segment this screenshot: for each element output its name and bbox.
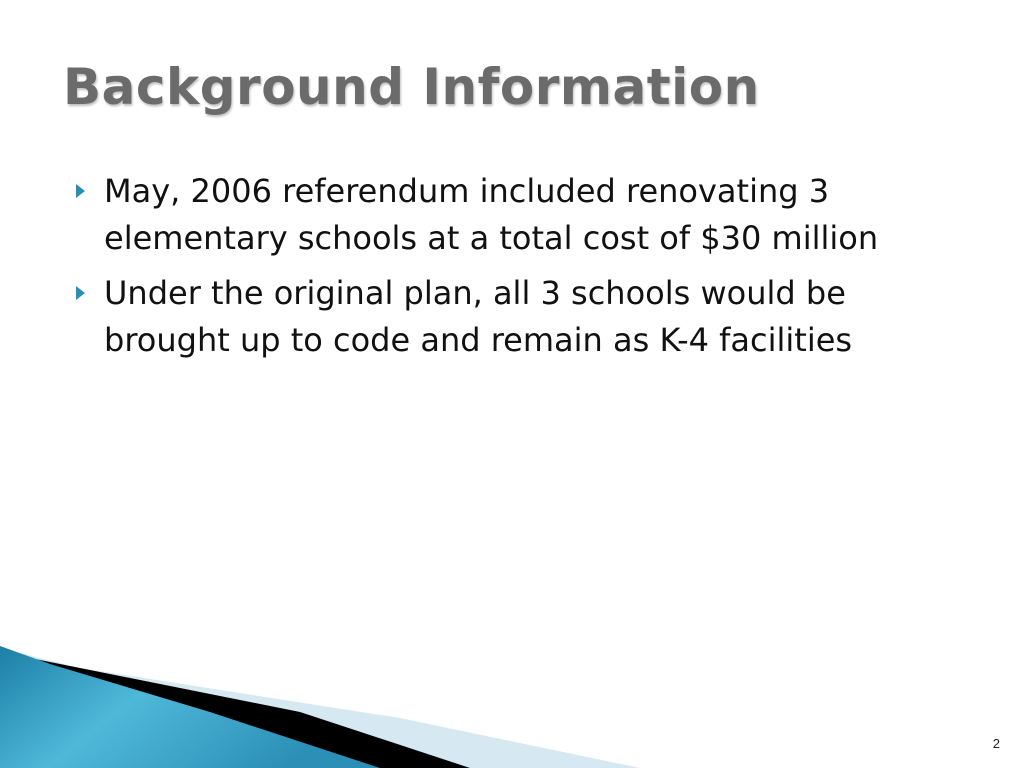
- bullet-text: May, 2006 referendum included renovating 3 elementary schools at a total cost of $30 million: [104, 172, 879, 257]
- bullet-text: Under the original plan, all 3 schools would be brought up to code and remain as K-4 facilities: [104, 274, 853, 359]
- slide-title: Background Information: [63, 58, 760, 116]
- page-number: 2: [992, 736, 1000, 751]
